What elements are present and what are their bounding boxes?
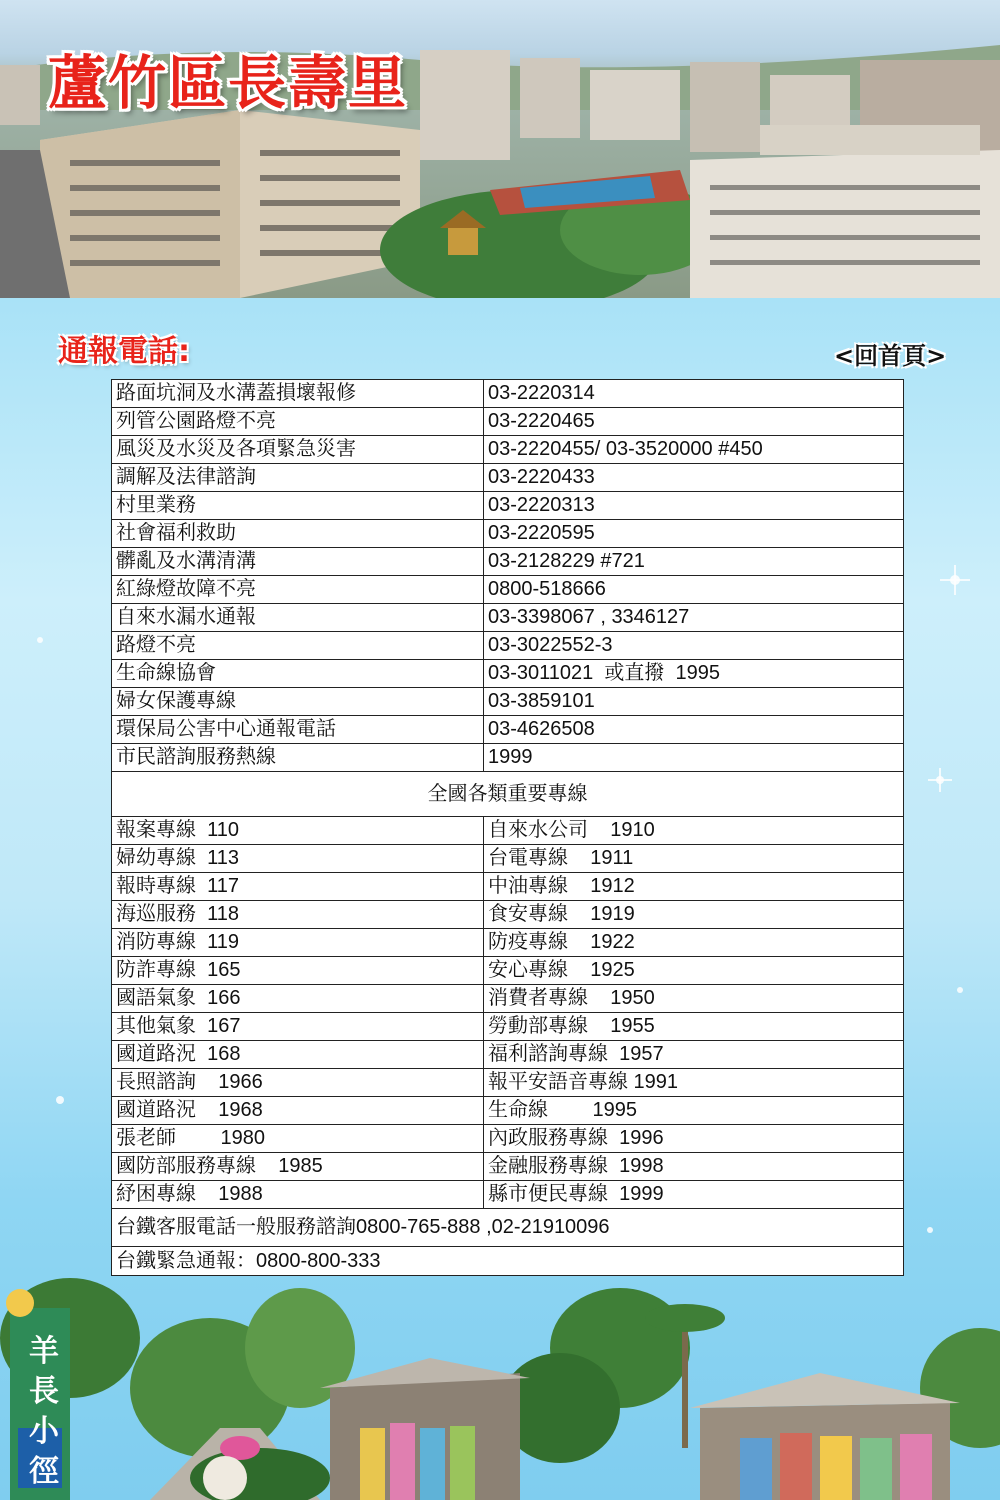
- local-line-row: [112, 688, 904, 716]
- service-name: 調解及法律諮詢: [112, 464, 484, 492]
- national-line-right: 內政服務專線 1996: [484, 1125, 904, 1153]
- service-phone: 03-2220313: [484, 492, 904, 520]
- national-line-row: [112, 873, 904, 901]
- national-line-left: 報案專線 110: [112, 817, 484, 845]
- national-line-right: 生命線 1995: [484, 1097, 904, 1125]
- local-line-row: [112, 436, 904, 464]
- national-heading-row: [112, 772, 904, 817]
- local-line-row: [112, 604, 904, 632]
- local-line-row: [112, 520, 904, 548]
- service-name: 村里業務: [112, 492, 484, 520]
- national-heading: 全國各類重要專線: [112, 772, 904, 817]
- national-line-row: [112, 817, 904, 845]
- national-line-right: 福利諮詢專線 1957: [484, 1041, 904, 1069]
- national-line-right: 中油專線 1912: [484, 873, 904, 901]
- service-name: 社會福利救助: [112, 520, 484, 548]
- national-line-row: [112, 1097, 904, 1125]
- national-line-right: 報平安語音專線 1991: [484, 1069, 904, 1097]
- service-name: 紅綠燈故障不亮: [112, 576, 484, 604]
- national-line-left: 防詐專線 165: [112, 957, 484, 985]
- site-title: 蘆竹區長壽里: [48, 49, 409, 117]
- national-line-right: 自來水公司 1910: [484, 817, 904, 845]
- national-line-row: [112, 1041, 904, 1069]
- national-line-left: 紓困專線 1988: [112, 1181, 484, 1209]
- service-phone: 03-3859101: [484, 688, 904, 716]
- service-phone: 03-3011021 或直撥 1995: [484, 660, 904, 688]
- national-line-right: 勞動部專線 1955: [484, 1013, 904, 1041]
- national-line-left: 國語氣象 166: [112, 985, 484, 1013]
- service-name: 環保局公害中心通報電話: [112, 716, 484, 744]
- national-line-left: 國防部服務專線 1985: [112, 1153, 484, 1181]
- national-line-left: 婦幼專線 113: [112, 845, 484, 873]
- national-line-left: 報時專線 117: [112, 873, 484, 901]
- national-line-row: [112, 845, 904, 873]
- service-phone: 03-2220433: [484, 464, 904, 492]
- park-path-illustration: [0, 1278, 1000, 1500]
- service-name: 路燈不亮: [112, 632, 484, 660]
- local-line-row: [112, 548, 904, 576]
- rail-emergency-text: 台鐵緊急通報：0800-800-333: [112, 1247, 904, 1276]
- service-name: 自來水漏水通報: [112, 604, 484, 632]
- local-line-row: [112, 492, 904, 520]
- service-name: 髒亂及水溝清溝: [112, 548, 484, 576]
- national-line-row: [112, 1069, 904, 1097]
- national-line-right: 消費者專線 1950: [484, 985, 904, 1013]
- national-line-right: 防疫專線 1922: [484, 929, 904, 957]
- service-phone: 0800-518666: [484, 576, 904, 604]
- footer-scene-photo: [0, 1278, 1000, 1500]
- local-line-row: [112, 660, 904, 688]
- home-link[interactable]: <回首頁>: [834, 342, 947, 370]
- rail-lines-body: [112, 1209, 904, 1276]
- local-line-row: [112, 380, 904, 408]
- national-line-row: [112, 1013, 904, 1041]
- national-line-row: [112, 929, 904, 957]
- service-phone: 03-3398067 , 3346127: [484, 604, 904, 632]
- service-phone: 03-2128229 #721: [484, 548, 904, 576]
- service-name: 路面坑洞及水溝蓋損壞報修: [112, 380, 484, 408]
- service-name: 生命線協會: [112, 660, 484, 688]
- local-line-row: [112, 744, 904, 772]
- header-banner-photo: [0, 0, 1000, 298]
- national-lines-body: [112, 817, 904, 1209]
- service-phone: 03-2220314: [484, 380, 904, 408]
- phone-directory-table: [111, 379, 904, 1276]
- national-line-right: 食安專線 1919: [484, 901, 904, 929]
- national-line-left: 長照諮詢 1966: [112, 1069, 484, 1097]
- national-line-row: [112, 1153, 904, 1181]
- service-name: 婦女保護專線: [112, 688, 484, 716]
- national-line-left: 張老師 1980: [112, 1125, 484, 1153]
- trail-sign-text: 羊長小徑: [29, 1334, 59, 1489]
- national-line-row: [112, 901, 904, 929]
- national-line-right: 安心專線 1925: [484, 957, 904, 985]
- local-lines-body: [112, 380, 904, 772]
- section-title: 通報電話:: [58, 334, 190, 369]
- national-line-left: 國道路況 168: [112, 1041, 484, 1069]
- local-line-row: [112, 408, 904, 436]
- local-line-row: [112, 632, 904, 660]
- service-phone: 03-3022552-3: [484, 632, 904, 660]
- national-line-left: 海巡服務 118: [112, 901, 484, 929]
- local-line-row: [112, 576, 904, 604]
- national-line-left: 消防專線 119: [112, 929, 484, 957]
- service-phone: 03-2220455/ 03-3520000 #450: [484, 436, 904, 464]
- rail-service-row: [112, 1209, 904, 1247]
- service-phone: 03-2220595: [484, 520, 904, 548]
- national-line-row: [112, 957, 904, 985]
- rail-emergency-row: [112, 1247, 904, 1276]
- service-phone: 03-4626508: [484, 716, 904, 744]
- national-line-right: 台電專線 1911: [484, 845, 904, 873]
- national-line-row: [112, 985, 904, 1013]
- service-phone: 03-2220465: [484, 408, 904, 436]
- local-line-row: [112, 716, 904, 744]
- national-heading-body: [112, 772, 904, 817]
- rail-service-text: 台鐵客服電話一般服務諮詢0800-765-888 ,02-21910096: [112, 1209, 904, 1247]
- national-line-right: 金融服務專線 1998: [484, 1153, 904, 1181]
- national-line-right: 縣市便民專線 1999: [484, 1181, 904, 1209]
- service-name: 市民諮詢服務熱線: [112, 744, 484, 772]
- national-line-left: 國道路況 1968: [112, 1097, 484, 1125]
- national-line-left: 其他氣象 167: [112, 1013, 484, 1041]
- national-line-row: [112, 1181, 904, 1209]
- service-name: 列管公園路燈不亮: [112, 408, 484, 436]
- service-name: 風災及水災及各項緊急災害: [112, 436, 484, 464]
- national-line-row: [112, 1125, 904, 1153]
- service-phone: 1999: [484, 744, 904, 772]
- local-line-row: [112, 464, 904, 492]
